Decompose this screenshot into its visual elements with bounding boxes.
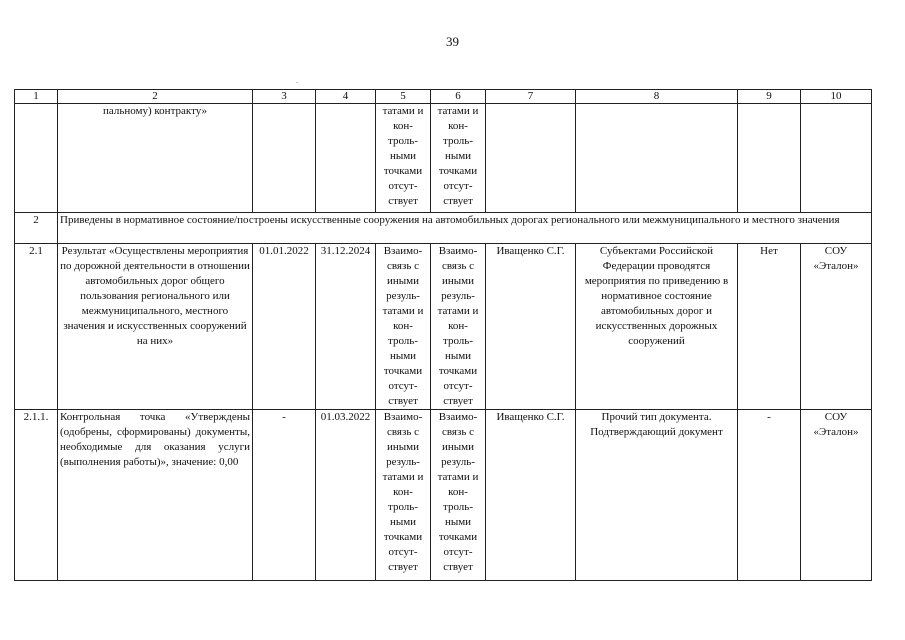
header-cell: 7 xyxy=(486,90,576,104)
cell-document: Субъектами Российской Федерации проводятся мероприятия по приведению в нормативное состояние автомобильных дорог и искусственных дорожных сооружений xyxy=(576,244,738,410)
table-row xyxy=(15,244,872,410)
cell-responsible: Иващенко С.Г. xyxy=(486,244,576,410)
table-row-continued xyxy=(15,104,872,213)
cell-system: СОУ «Эталон» xyxy=(801,244,872,410)
cell-responsible: Иващенко С.Г. xyxy=(486,410,576,581)
cell-col9: Нет xyxy=(738,244,801,410)
cell-end-date: 01.03.2022 xyxy=(316,410,376,581)
header-cell: 9 xyxy=(738,90,801,104)
cell-number: 2.1 xyxy=(15,244,58,410)
scan-dot: . xyxy=(296,76,298,85)
cell-name: Результат «Осуществлены мероприятия по дорожной деятельности в отношении автомобильных дорог общего пользования регионального или межмуниципального, местного значения и искусственных сооружений на них» xyxy=(58,244,253,410)
cell-relation: Взаимо- связь с иными резуль- татами и кон- троль- ными точками отсут- ствует xyxy=(376,410,431,581)
header-cell: 10 xyxy=(801,90,872,104)
cell-name: Контрольная точка «Утверждены (одобрены, сформированы) документы, необходимые для оказания услуги (выполнения работы)», значение: 0,00 xyxy=(58,410,253,581)
section-title: Приведены в нормативное состояние/построены искусственные сооружения на автомобильных дорогах регионального или межмуниципального и местного значения xyxy=(58,213,872,244)
cell-system: СОУ «Эталон» xyxy=(801,410,872,581)
header-cell: 6 xyxy=(431,90,486,104)
page-number: 39 xyxy=(446,34,459,49)
header-row xyxy=(15,90,872,104)
header-cell: 4 xyxy=(316,90,376,104)
cell-empty xyxy=(15,104,58,213)
cell-name: пальному) контракту» xyxy=(58,104,253,213)
cell-relation: Взаимо- связь с иными резуль- татами и кон- троль- ными точками отсут- ствует xyxy=(431,244,486,410)
cell-empty xyxy=(253,104,316,213)
cell-relation: Взаимо- связь с иными резуль- татами и кон- троль- ными точками отсут- ствует xyxy=(431,410,486,581)
header-cell: 1 xyxy=(15,90,58,104)
table-row xyxy=(15,410,872,581)
cell-number: 2.1.1. xyxy=(15,410,58,581)
cell-empty xyxy=(316,104,376,213)
cell-empty xyxy=(801,104,872,213)
header-cell: 8 xyxy=(576,90,738,104)
cell-relation: Взаимо- связь с иными резуль- татами и кон- троль- ными точками отсут- ствует xyxy=(376,244,431,410)
cell-empty xyxy=(738,104,801,213)
cell-empty xyxy=(576,104,738,213)
cell-relation: татами и кон- троль- ными точками отсут- ствует xyxy=(431,104,486,213)
cell-start-date: - xyxy=(253,410,316,581)
header-cell: 2 xyxy=(58,90,253,104)
cell-document: Прочий тип документа. Подтверждающий документ xyxy=(576,410,738,581)
plan-table xyxy=(14,89,872,581)
section-row xyxy=(15,213,872,244)
cell-col9: - xyxy=(738,410,801,581)
section-number: 2 xyxy=(15,213,58,244)
header-cell: 5 xyxy=(376,90,431,104)
header-cell: 3 xyxy=(253,90,316,104)
cell-start-date: 01.01.2022 xyxy=(253,244,316,410)
cell-relation: татами и кон- троль- ными точками отсут- ствует xyxy=(376,104,431,213)
cell-empty xyxy=(486,104,576,213)
cell-end-date: 31.12.2024 xyxy=(316,244,376,410)
